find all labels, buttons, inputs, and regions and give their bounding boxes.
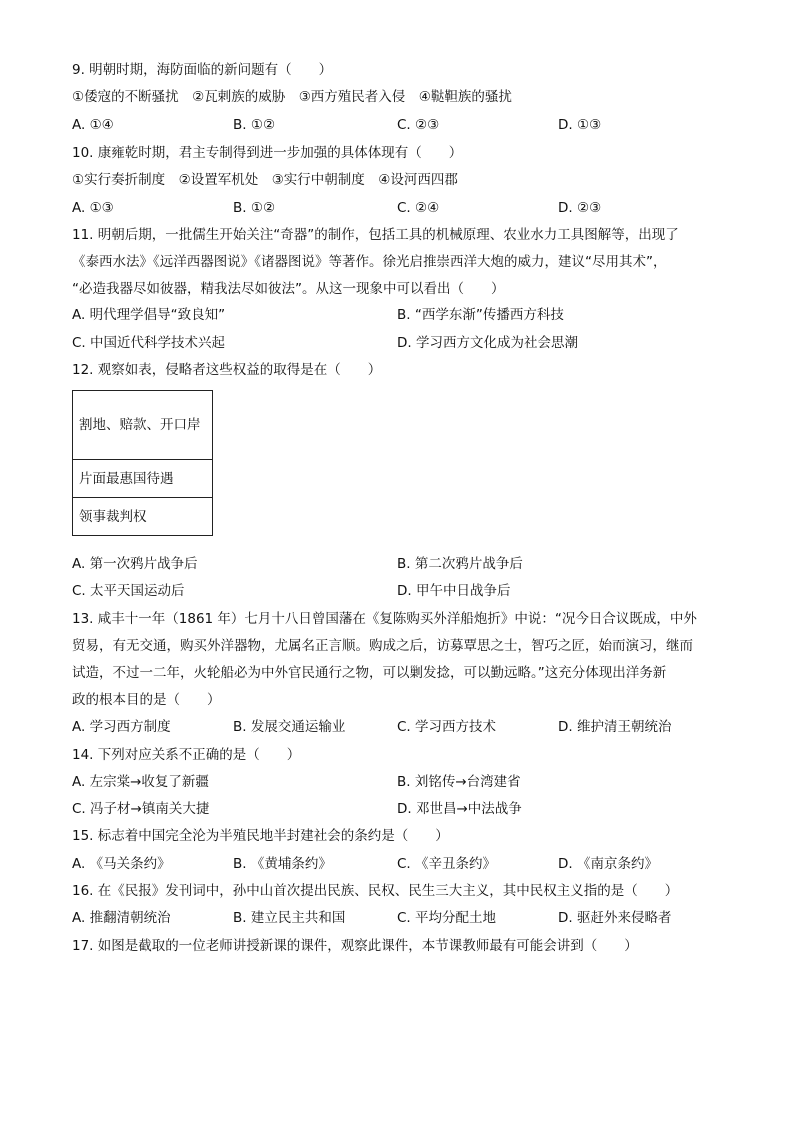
question-14-option-c: C. 冯子材→镇南关大捷 xyxy=(72,801,210,817)
question-11-stem-line-3: “必造我器尽如彼器，精我法尽如彼法”。从这一现象中可以看出（ ） xyxy=(72,281,505,297)
question-12-stem: 12. 观察如表，侵略者这些权益的取得是在（ ） xyxy=(72,362,382,378)
question-10-stem: 10. 康雍乾时期，君主专制得到进一步加强的具体体现有（ ） xyxy=(72,145,463,161)
question-9-option-d: D. ①③ xyxy=(558,117,602,133)
question-11-option-d: D. 学习西方文化成为社会思潮 xyxy=(397,335,578,351)
question-10-option-a: A. ①③ xyxy=(72,200,114,216)
question-12-option-d: D. 甲午中日战争后 xyxy=(397,583,511,599)
question-12-option-a: A. 第一次鸦片战争后 xyxy=(72,556,198,572)
question-13-stem-line-3: 试造，不过一二年，火轮船必为中外官民通行之物，可以剿发捻，可以勤远略。”这充分体现出洋务新 xyxy=(72,665,667,681)
question-12-option-b: B. 第二次鸦片战争后 xyxy=(397,556,523,572)
question-13-option-a: A. 学习西方制度 xyxy=(72,719,171,735)
question-11-stem-line-1: 11. 明朝后期，一批儒生开始关注“奇器”的制作，包括工具的机械原理、农业水力工具图解等，出现了 xyxy=(72,227,679,243)
question-13-stem-line-2: 贸易，有无交通，购买外洋器物，尤属名正言顺。购成之后，访募覃思之士，智巧之匠，始而演习，继而 xyxy=(72,638,693,654)
question-16-option-c: C. 平均分配土地 xyxy=(397,910,497,926)
question-13-option-c: C. 学习西方技术 xyxy=(397,719,497,735)
question-10-option-b: B. ①② xyxy=(233,200,276,216)
question-16-stem: 16. 在《民报》发刊词中，孙中山首次提出民族、民权、民生三大主义，其中民权主义指的是（ ） xyxy=(72,883,679,899)
question-16-option-a: A. 推翻清朝统治 xyxy=(72,910,171,926)
question-10-option-c: C. ②④ xyxy=(397,200,440,216)
question-17-stem: 17. 如图是截取的一位老师讲授新课的课件，观察此课件，本节课教师最有可能会讲到（ ） xyxy=(72,938,638,954)
rights-table xyxy=(72,390,213,536)
question-15-option-b: B. 《黄埔条约》 xyxy=(233,856,332,872)
table-cell: 片面最惠国待遇 xyxy=(73,460,213,498)
question-14-option-d: D. 邓世昌→中法战争 xyxy=(397,801,522,817)
question-16-option-b: B. 建立民主共和国 xyxy=(233,910,346,926)
question-14-option-a: A. 左宗棠→收复了新疆 xyxy=(72,774,209,790)
question-9-option-b: B. ①② xyxy=(233,117,276,133)
question-10-option-d: D. ②③ xyxy=(558,200,602,216)
question-14-option-b: B. 刘铭传→台湾建省 xyxy=(397,774,521,790)
question-13-option-d: D. 维护清王朝统治 xyxy=(558,719,672,735)
question-14-stem: 14. 下列对应关系不正确的是（ ） xyxy=(72,747,301,763)
question-15-option-c: C. 《辛丑条约》 xyxy=(397,856,497,872)
question-13-stem-line-4: 政的根本目的是（ ） xyxy=(72,692,221,708)
question-9-option-c: C. ②③ xyxy=(397,117,440,133)
question-12-option-c: C. 太平天国运动后 xyxy=(72,583,185,599)
question-15-option-d: D. 《南京条约》 xyxy=(558,856,658,872)
question-11-option-a: A. 明代理学倡导“致良知” xyxy=(72,307,226,323)
question-15-option-a: A. 《马关条约》 xyxy=(72,856,171,872)
table-row xyxy=(73,498,213,536)
question-10-items: ①实行奏折制度 ②设置军机处 ③实行中朝制度 ④设河西四郡 xyxy=(72,172,458,188)
question-16-option-d: D. 驱赶外来侵略者 xyxy=(558,910,672,926)
question-11-stem-line-2: 《泰西水法》《远洋西器图说》《诸器图说》等著作。徐光启推崇西洋大炮的威力，建议“尽用其术”， xyxy=(72,254,667,270)
question-13-option-b: B. 发展交通运输业 xyxy=(233,719,346,735)
question-11-option-b: B. “西学东渐”传播西方科技 xyxy=(397,307,564,323)
question-15-stem: 15. 标志着中国完全沦为半殖民地半封建社会的条约是（ ） xyxy=(72,828,449,844)
question-9-option-a: A. ①④ xyxy=(72,117,114,133)
table-row xyxy=(73,391,213,460)
question-13-stem-line-1: 13. 咸丰十一年（1861 年）七月十八日曾国藩在《复陈购买外洋船炮折》中说：“况今日合议既成，中外 xyxy=(72,611,697,627)
question-11-option-c: C. 中国近代科学技术兴起 xyxy=(72,335,226,351)
table-row xyxy=(73,460,213,498)
question-9-stem: 9. 明朝时期，海防面临的新问题有（ ） xyxy=(72,62,333,78)
table-cell: 领事裁判权 xyxy=(73,498,213,536)
table-cell: 割地、赔款、开口岸 xyxy=(73,391,213,460)
question-9-items: ①倭寇的不断骚扰 ②瓦剌族的威胁 ③西方殖民者入侵 ④鞑靼族的骚扰 xyxy=(72,89,512,105)
